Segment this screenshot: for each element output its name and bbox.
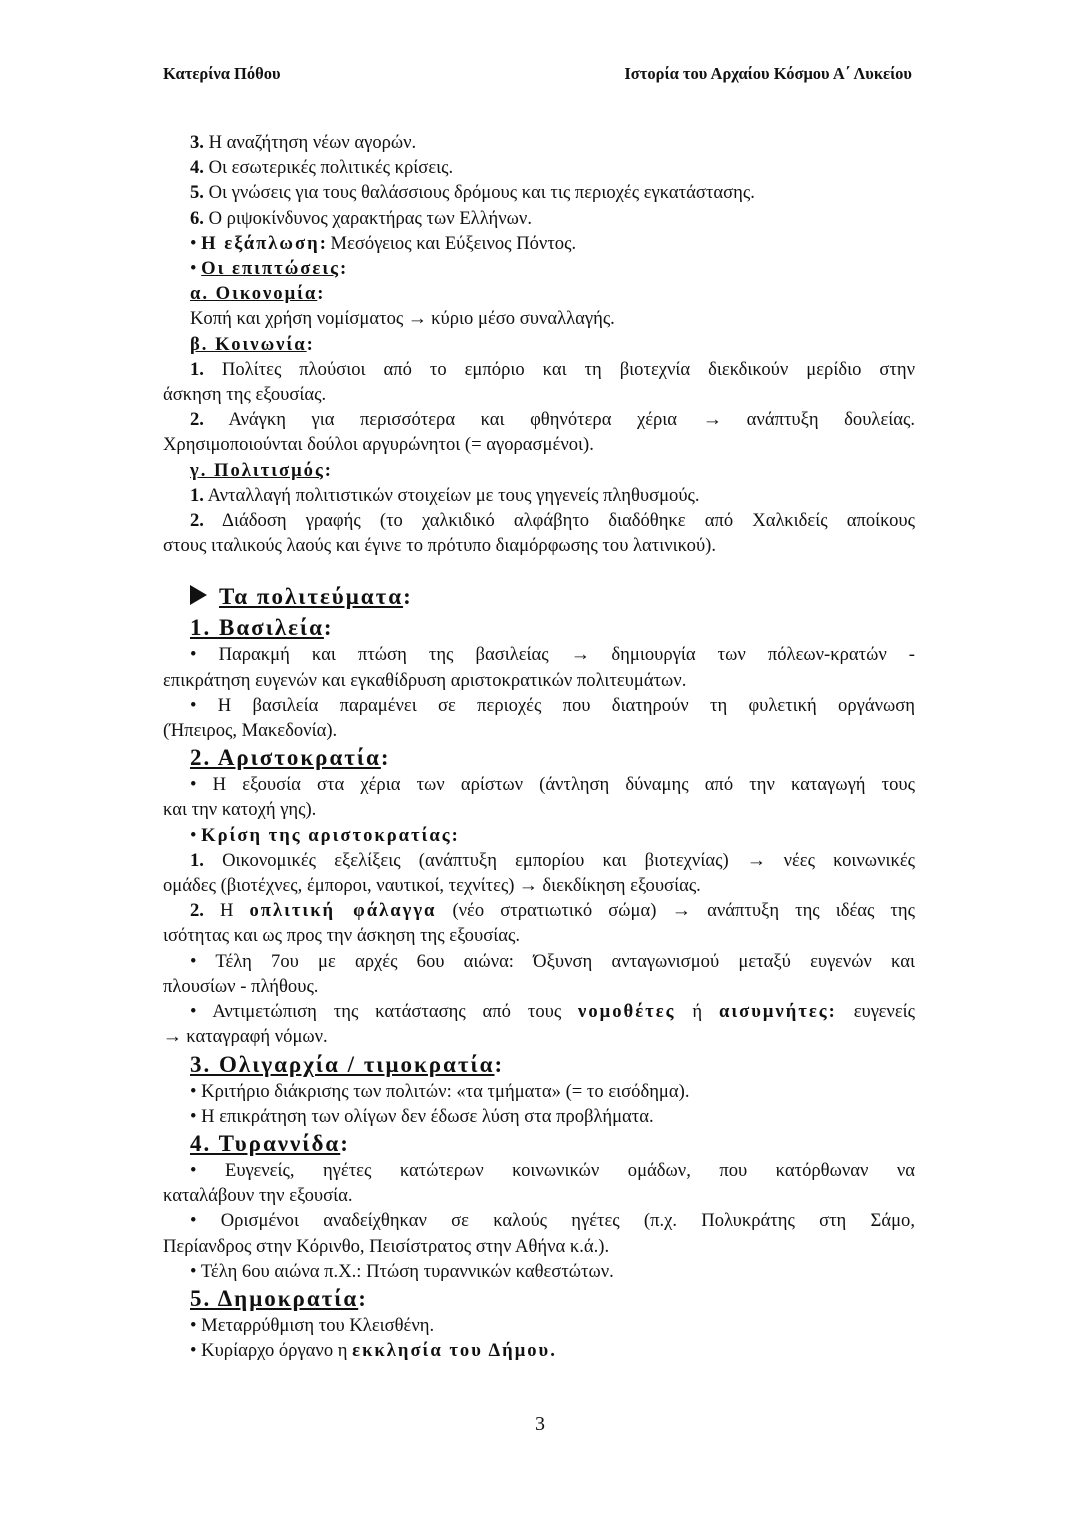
culture-item-2-line-2: στους ιταλικούς λαούς και έγινε το πρότυπο διαμόρφωσης του λατινικού).: [163, 535, 716, 557]
monarchy-bullet-2-line-1: • Η βασιλεία παραμένει σε περιοχές που διατηρούν τη φυλετική οργάνωση: [190, 694, 915, 716]
monarchy-bullet-1-line-2: επικράτηση ευγενών και εγκαθίδρυση αριστοκρατικών πολιτευμάτων.: [163, 669, 687, 691]
culture-item-2-line-1: 2. Διάδοση γραφής (το χαλκιδικό αλφάβητο διαδόθηκε από Χαλκιδείς αποίκους: [190, 510, 915, 532]
expansion-line: • Η εξάπλωση: Μεσόγειος και Εύξεινος Πόντος.: [190, 232, 577, 254]
cause-item: 3. Η αναζήτηση νέων αγορών.: [190, 132, 417, 153]
bullet-icon: •: [190, 258, 197, 280]
arrow-right-icon: →: [671, 900, 692, 922]
header-title: Ιστορία του Αρχαίου Κόσμου Α΄ Λυκείου: [624, 64, 912, 83]
aristocracy-heading: 2. Αριστοκρατία:: [190, 745, 391, 771]
tyranny-bullet-2-line-1: • Ορισμένοι αναδείχθηκαν σε καλούς ηγέτες (π.χ. Πολυκράτης στη Σάμο,: [190, 1210, 915, 1232]
consequences-heading: • Οι επιπτώσεις:: [190, 258, 347, 280]
crisis-item-1-line-1: 1. Οικονομικές εξελίξεις (ανάπτυξη εμπορίου και βιοτεχνίας) → νέες κοινωνικές: [163, 848, 915, 873]
bullet-icon: •: [190, 644, 197, 666]
oligarchy-heading: 3. Ολιγαρχία / τιμοκρατία:: [190, 1051, 505, 1077]
society-item-1-line-2: άσκηση της εξουσίας.: [163, 384, 327, 406]
bullet-icon: •: [190, 1210, 197, 1232]
aristocracy-bullet-3-line-2: πλουσίων - πλήθους.: [163, 975, 319, 997]
bullet-icon: •: [190, 232, 197, 254]
aristocracy-bullet-4-line-2: → καταγραφή νόμων.: [163, 1024, 915, 1049]
aristocracy-bullet-4-line-1: • Αντιμετώπιση της κατάστασης από τους νομοθέτες ή αισυμνήτες: ευγενείς: [190, 1001, 915, 1023]
oligarchy-bullet-2: • Η επικράτηση των ολίγων δεν έδωσε λύση στα προβλήματα.: [190, 1105, 654, 1127]
arrow-right-icon: →: [407, 308, 427, 330]
aristocracy-crisis-heading: • Κρίση της αριστοκρατίας:: [190, 824, 460, 846]
society-heading: β. Κοινωνία:: [190, 333, 313, 355]
bullet-icon: •: [190, 1159, 197, 1181]
democracy-bullet-1: • Μεταρρύθμιση του Κλεισθένη.: [190, 1314, 435, 1336]
bullet-icon: •: [190, 1314, 197, 1336]
tyranny-heading: 4. Τυραννίδα:: [190, 1130, 350, 1156]
oligarchy-bullet-1: • Κριτήριο διάκρισης των πολιτών: «τα τμήματα» (= το εισόδημα).: [190, 1080, 690, 1102]
header-author: Κατερίνα Πόθου: [163, 64, 281, 83]
tyranny-bullet-1-line-2: καταλάβουν την εξουσία.: [163, 1185, 353, 1207]
page-number: 3: [535, 1413, 545, 1435]
arrow-right-icon: →: [746, 849, 766, 871]
bullet-icon: •: [190, 1001, 197, 1023]
culture-item-1: 1. Ανταλλαγή πολιτιστικών στοιχείων με τους γηγενείς πληθυσμούς.: [190, 484, 700, 506]
bullet-icon: •: [190, 694, 197, 716]
cause-item: 4. Οι εσωτερικές πολιτικές κρίσεις.: [190, 157, 454, 179]
bullet-icon: •: [190, 774, 197, 796]
bullet-icon: •: [190, 1080, 197, 1102]
page-content: [163, 130, 915, 1363]
cause-item: 6. Ο ριψοκίνδυνος χαρακτήρας των Ελλήνων.: [190, 207, 532, 229]
bullet-icon: •: [190, 1105, 197, 1127]
aristocracy-bullet-1-line-2: και την κατοχή γης).: [163, 799, 317, 821]
society-item-1-line-1: 1. Πολίτες πλούσιοι από το εμπόριο και τη βιοτεχνία διεκδικούν μερίδιο στην: [190, 358, 915, 380]
economy-heading: α. Οικονομία:: [190, 283, 324, 305]
monarchy-heading: 1. Βασιλεία:: [190, 615, 334, 641]
bullet-icon: •: [190, 824, 197, 846]
crisis-item-1-line-2: ομάδες (βιοτέχνες, έμποροι, ναυτικοί, τεχνίτες) → διεκδίκηση εξουσίας.: [163, 873, 915, 898]
page-header: [163, 64, 912, 88]
tyranny-bullet-2-line-2: Περίανδρος στην Κόρινθο, Πεισίστρατος στην Αθήνα κ.ά.).: [163, 1235, 610, 1257]
bullet-icon: •: [190, 950, 197, 972]
democracy-heading: 5. Δημοκρατία:: [190, 1285, 368, 1311]
monarchy-bullet-2-line-2: (Ήπειρος, Μακεδονία).: [163, 720, 338, 742]
society-item-2-line-2: Χρησιμοποιούνται δούλοι αργυρώνητοι (= αγορασμένοι).: [163, 434, 594, 456]
culture-heading: γ. Πολιτισμός:: [190, 459, 331, 481]
bullet-icon: •: [190, 1260, 197, 1282]
cause-item: 5. Οι γνώσεις για τους θαλάσσιους δρόμους και τις περιοχές εγκατάστασης.: [190, 182, 755, 204]
bullet-icon: •: [190, 1340, 197, 1362]
democracy-bullet-2: • Κυρίαρχο όργανο η εκκλησία του Δήμου.: [190, 1340, 557, 1362]
arrow-right-icon: →: [570, 644, 590, 666]
crisis-item-2-line-2: ισότητας και ως προς την άσκηση της εξουσίας.: [163, 925, 520, 947]
tyranny-bullet-3: • Τέλη 6ου αιώνα π.Χ.: Πτώση τυραννικών καθεστώτων.: [190, 1260, 614, 1282]
arrow-right-icon: →: [702, 409, 722, 431]
society-item-2-line-1: 2. Ανάγκη για περισσότερα και φθηνότερα χέρια → ανάπτυξη δουλείας.: [163, 407, 915, 432]
aristocracy-bullet-1-line-1: • Η εξουσία στα χέρια των αρίστων (άντληση δύναμης από την καταγωγή τους: [190, 774, 915, 796]
arrow-right-icon: →: [518, 875, 539, 897]
triangle-right-icon: [190, 585, 207, 605]
arrow-right-icon: →: [162, 1026, 183, 1048]
tyranny-bullet-1-line-1: • Ευγενείς, ηγέτες κατώτερων κοινωνικών ομάδων, που κατόρθωναν να: [190, 1159, 915, 1181]
economy-text: Κοπή και χρήση νομίσματος → κύριο μέσο συναλλαγής.: [163, 306, 915, 331]
aristocracy-bullet-3-line-1: • Τέλη 7ου με αρχές 6ου αιώνα: Όξυνση ανταγωνισμού μεταξύ ευγενών και: [190, 950, 915, 972]
crisis-item-2-line-1: 2. Η οπλιτική φάλαγγα (νέο στρατιωτικό σώμα) → ανάπτυξη της ιδέας της: [163, 898, 915, 923]
regimes-heading: Τα πολιτεύματα:: [163, 582, 915, 611]
monarchy-bullet-1-line-1: • Παρακμή και πτώση της βασιλείας → δημιουργία των πόλεων-κρατών -: [163, 642, 915, 667]
